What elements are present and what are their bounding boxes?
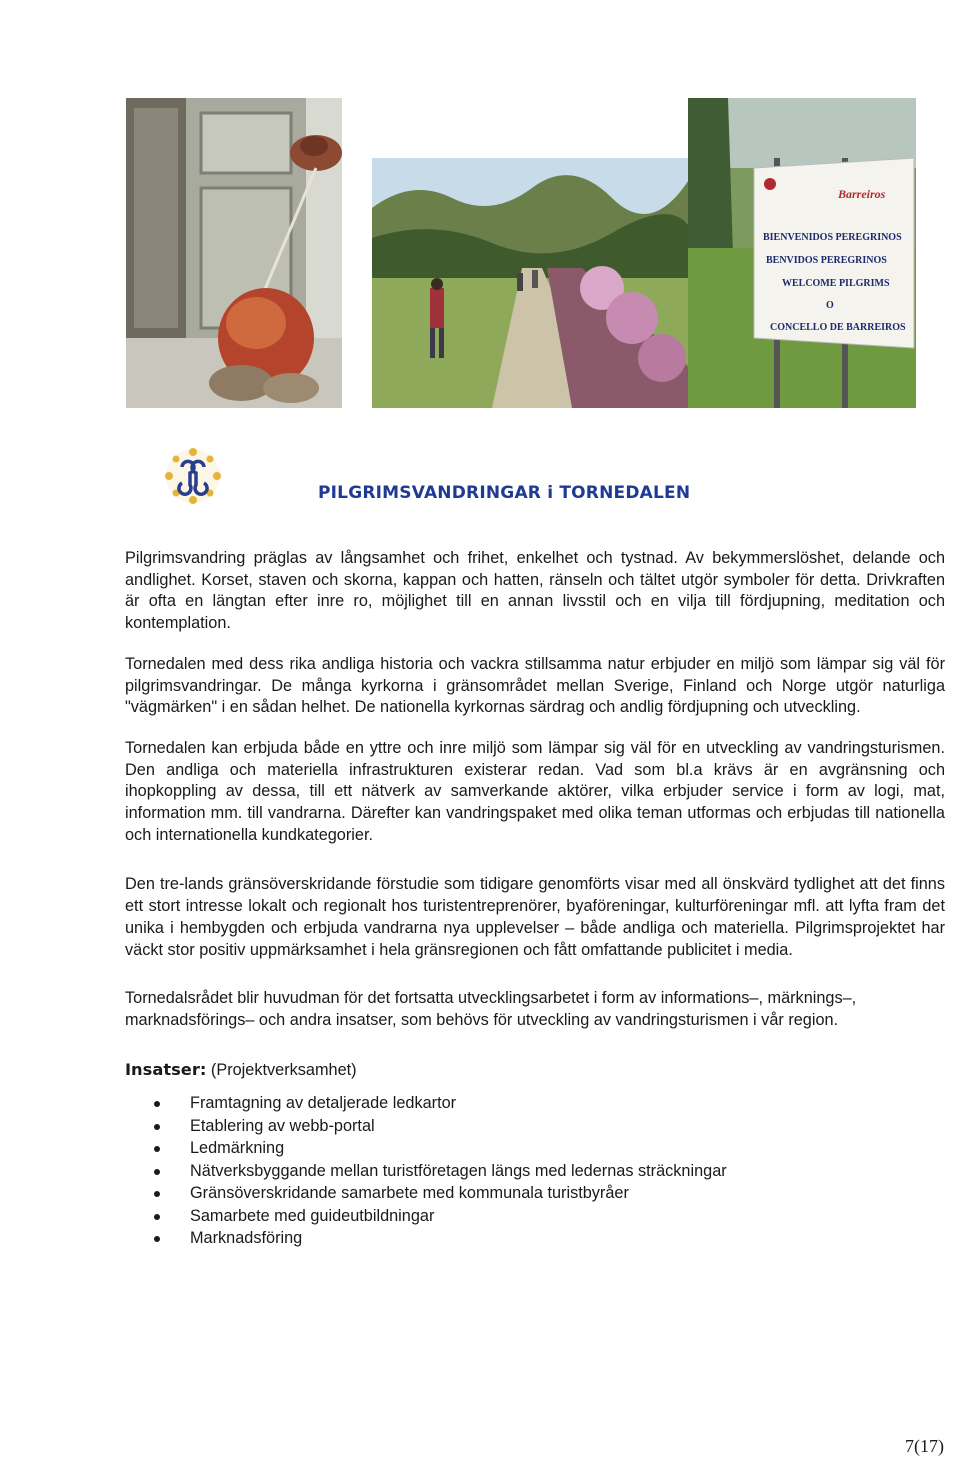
list-item bbox=[125, 1092, 945, 1115]
list-item-text: Gränsöverskridande samarbete med kommunala turistbyråer bbox=[190, 1184, 629, 1203]
list-item bbox=[125, 1160, 945, 1183]
paragraph-hiking-tourism: Tornedalen kan erbjuda både en yttre och inre miljö som lämpar sig väl för en utveckling av vandringsturismen. Den andliga och materiella infrastrukturen existerar redan. Vad som bl.a krävs är en avgränsning och ihopkoppling av dessa, till ett nätverk av samverkande aktörer, vilka erbjuder service i form av logi, mat, information mm. till vandrarna. Därefter kan vandringspaket med olika teman utformas och erbjudas till nationella och internationella kundkategorier. bbox=[125, 738, 945, 844]
list-item bbox=[125, 1182, 945, 1205]
list-item-text: Marknadsföring bbox=[190, 1229, 303, 1248]
page-title: PILGRIMSVANDRINGAR i TORNEDALEN bbox=[318, 483, 691, 503]
paragraph-tornedalen-nature: Tornedalen med dess rika andliga historia och vackra stillsamma natur erbjuder en miljö som lämpar sig väl för pilgrimsvandringar. De många kyrkorna i gränsområdet mellan Sverige, Finland och Norge utgör naturliga "vägmärken" i en sådan helhet. De nationella kyrkornas särdrag och andlig fördjupning och utveckling. bbox=[125, 654, 945, 717]
insatser-heading bbox=[125, 1059, 945, 1082]
photo-doorway-hat-backpack bbox=[126, 98, 342, 408]
document-body bbox=[125, 548, 945, 1250]
list-item bbox=[125, 1205, 945, 1228]
list-item bbox=[125, 1227, 945, 1250]
page-number: 7(17) bbox=[905, 1436, 944, 1456]
bullet-icon bbox=[154, 1146, 160, 1152]
sign-text-line: CONCELLO DE BARREIROS bbox=[770, 322, 906, 333]
photo-welcome-sign bbox=[688, 98, 916, 408]
insatser-label: Insatser: bbox=[125, 1059, 207, 1079]
bullet-icon bbox=[154, 1169, 160, 1175]
sign-text-line: O bbox=[826, 300, 834, 311]
sign-text-line: WELCOME PILGRIMS bbox=[782, 278, 890, 289]
sign-text-line: BENVIDOS PEREGRINOS bbox=[766, 255, 887, 266]
list-item bbox=[125, 1137, 945, 1160]
bullet-icon bbox=[154, 1124, 160, 1130]
list-item-text: Framtagning av detaljerade ledkartor bbox=[190, 1094, 457, 1113]
insatser-list bbox=[125, 1092, 945, 1250]
bullet-icon bbox=[154, 1236, 160, 1242]
svg-text:Barreiros: Barreiros bbox=[838, 187, 886, 201]
list-item-text: Ledmärkning bbox=[190, 1139, 285, 1158]
paragraph-pilgrimage-intro: Pilgrimsvandring präglas av långsamhet och frihet, enkelhet och tystnad. Av bekymmerslöshet, delande och andlighet. Korset, staven och skorna, kappan och hatten, ränseln och tältet utgör symboler för detta. Drivkraften är ofta en längtan efter inre ro, möjlighet till en annan livsstil och en vilja till fördjupning, meditation och kontemplation. bbox=[125, 549, 945, 633]
insatser-suffix: (Projektverksamhet) bbox=[206, 1060, 357, 1079]
list-item-text: Etablering av webb-portal bbox=[190, 1116, 375, 1135]
list-item bbox=[125, 1115, 945, 1138]
bullet-icon bbox=[154, 1214, 160, 1220]
paragraph-tornedalsradet: Tornedalsrådet blir huvudman för det fortsatta utvecklingsarbetet i form av informations–, märknings–, marknadsförings– och andra insatser, som behövs för utveckling av vandringsturismen i vår region. bbox=[125, 989, 857, 1029]
project-logo bbox=[164, 447, 222, 505]
list-item-text: Samarbete med guideutbildningar bbox=[190, 1206, 435, 1225]
bullet-icon bbox=[154, 1191, 160, 1197]
photo-pilgrims-path bbox=[372, 158, 690, 408]
sign-text-line: BIENVENIDOS PEREGRINOS bbox=[763, 232, 902, 243]
list-item-text: Nätverksbyggande mellan turistföretagen längs med ledernas sträckningar bbox=[190, 1161, 727, 1180]
paragraph-prestudy: Den tre-lands gränsöverskridande förstudie som tidigare genomförts visar med all önskvärd tydlighet att det finns ett stort intresse lokalt och regionalt hos turistentreprenörer, byaföreningar, kulturföreningar mfl. att lyfta fram det unika i hembygden och erbjuda vandrarna nya upplevelser – både andliga och materiella. Pilgrimsprojektet har väckt stor positiv uppmärksamhet i hela gränsregionen och fått omfattande publicitet i media. bbox=[125, 875, 945, 959]
bullet-icon bbox=[154, 1101, 160, 1107]
